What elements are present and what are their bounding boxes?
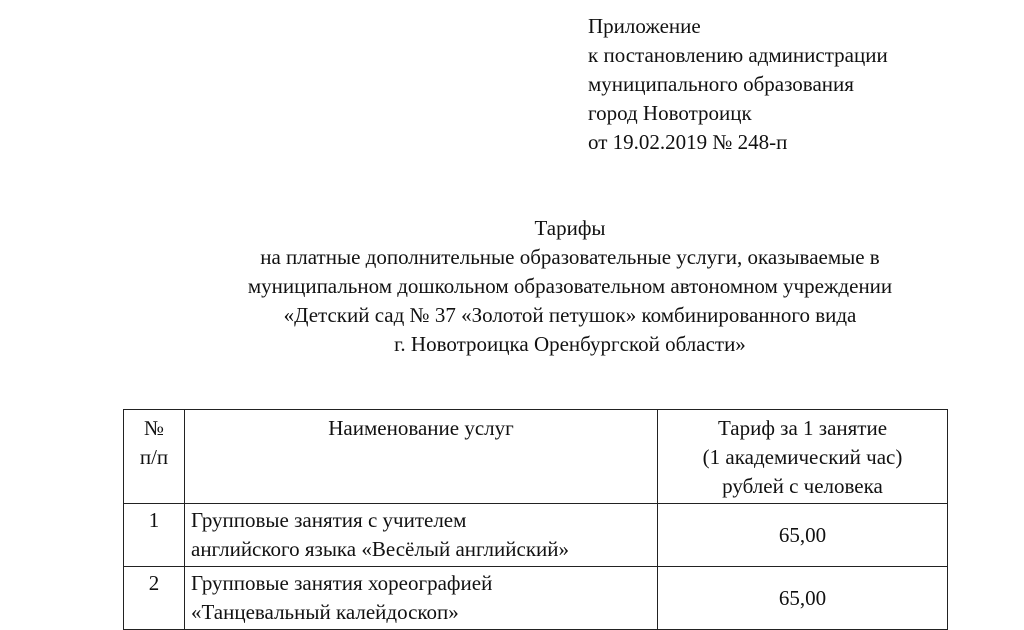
row-tariff: 65,00 <box>658 504 948 567</box>
row-service-name-line: английского языка «Весёлый английский» <box>191 537 570 561</box>
title-line: «Детский сад № 37 «Золотой петушок» комбинированного вида <box>283 303 857 327</box>
tariffs-table <box>123 409 948 630</box>
appendix-block <box>588 12 888 157</box>
appendix-line: муниципального образования <box>588 72 854 96</box>
table-row <box>124 567 948 630</box>
header-tariff-line: Тариф за 1 занятие <box>717 416 888 440</box>
table-header-row <box>124 410 948 504</box>
row-number: 1 <box>124 504 185 567</box>
title-line: муниципальном дошкольном образовательном автономном учреждении <box>247 274 893 298</box>
header-tariff-line: рублей с человека <box>722 474 883 498</box>
title-line: г. Новотроицка Оренбургской области» <box>394 332 746 356</box>
row-service-name-line: Групповые занятия хореографией <box>191 571 493 595</box>
header-service-name-line: Наименование услуг <box>328 416 514 440</box>
header-service-name <box>185 410 658 504</box>
row-service-name-line: Групповые занятия с учителем <box>191 508 467 532</box>
title-line: на платные дополнительные образовательные услуги, оказываемые в <box>260 245 880 269</box>
row-number: 2 <box>124 567 185 630</box>
document-title <box>100 214 1024 359</box>
row-service-name <box>185 567 658 630</box>
header-tariff-line: (1 академический час) <box>702 445 903 469</box>
appendix-line: город Новотроицк <box>588 101 752 125</box>
row-tariff: 65,00 <box>658 567 948 630</box>
title-heading: Тарифы <box>534 216 606 240</box>
row-service-name-line: «Танцевальный калейдоскоп» <box>191 600 459 624</box>
appendix-line: к постановлению администрации <box>588 43 888 67</box>
header-number-line: п/п <box>139 445 169 469</box>
row-service-name <box>185 504 658 567</box>
header-number-line: № <box>143 416 165 440</box>
header-number <box>124 410 185 504</box>
table-row <box>124 504 948 567</box>
header-tariff <box>658 410 948 504</box>
appendix-line: Приложение <box>588 14 701 38</box>
appendix-date-number: от 19.02.2019 № 248-п <box>588 130 788 154</box>
